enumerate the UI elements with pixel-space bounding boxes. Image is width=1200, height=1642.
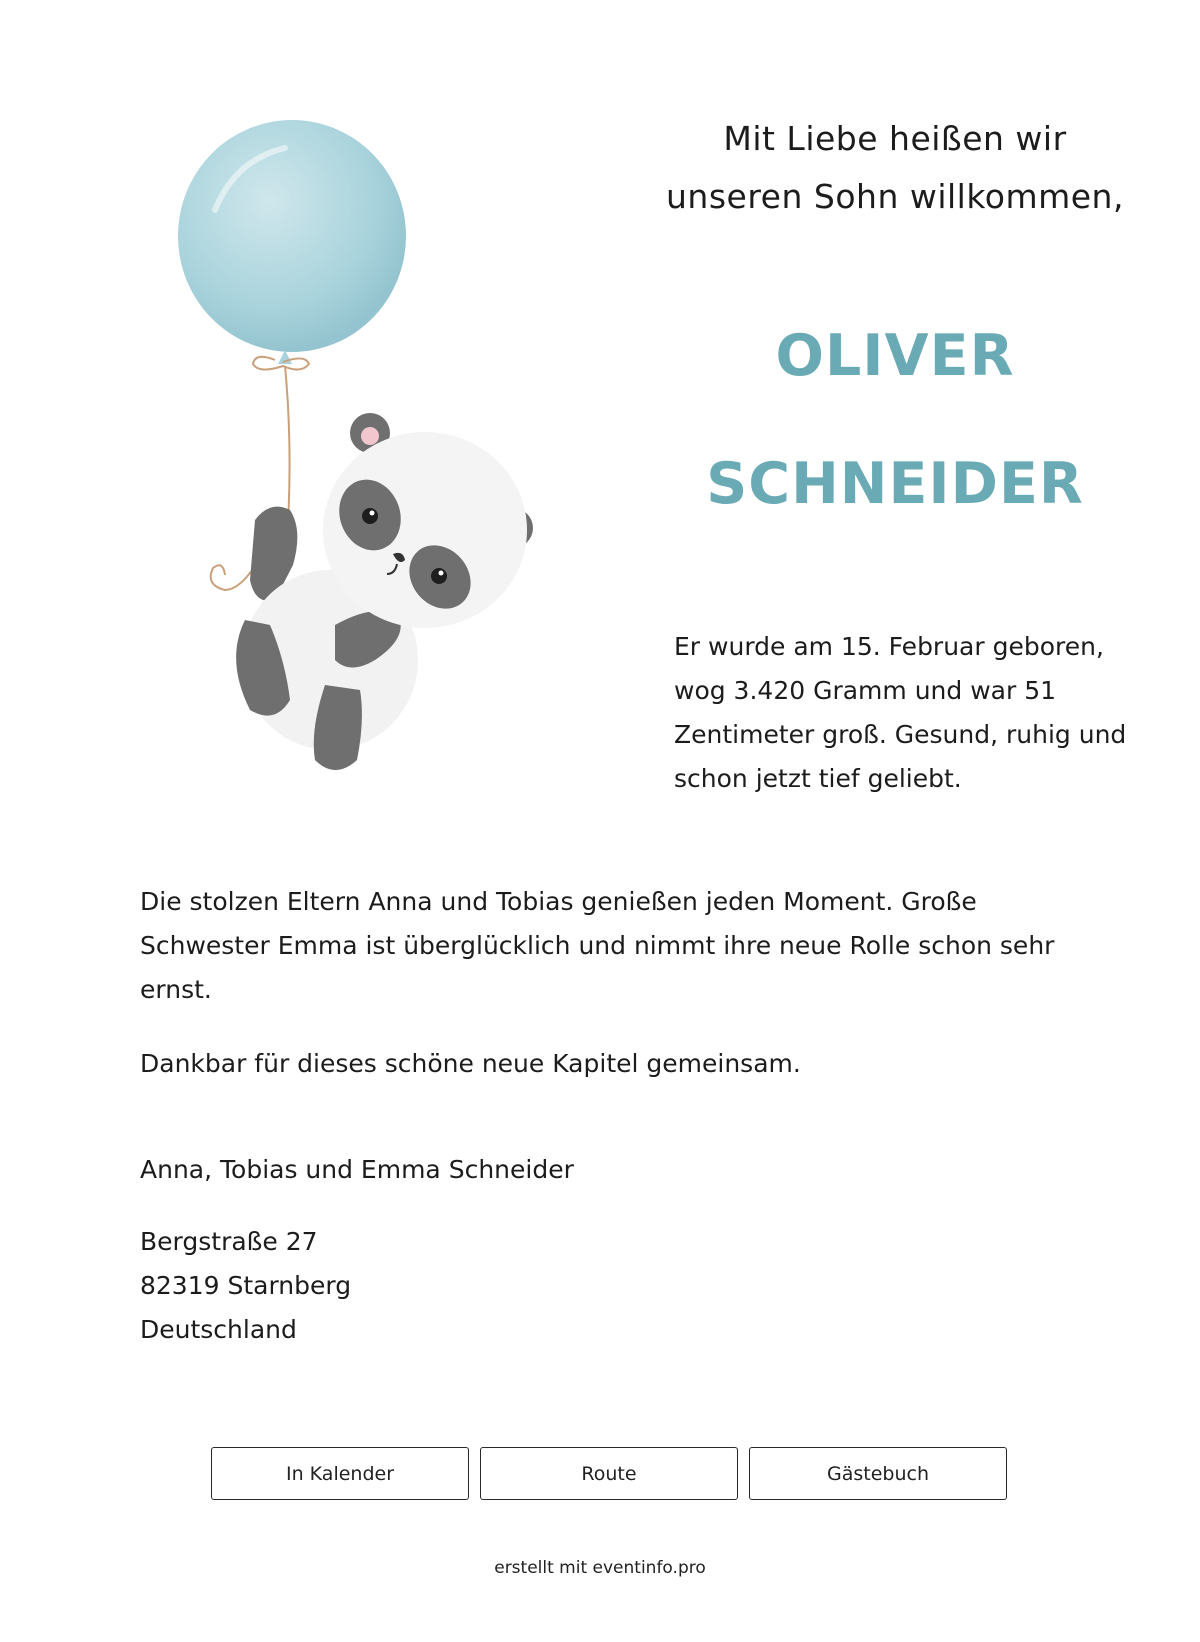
balloon-icon [178,120,406,370]
baby-name [660,284,1130,540]
greeting-text [660,110,1130,226]
birth-details: Er wurde am 15. Februar geboren, wog 3.420 Gramm und war 51 Zentimeter groß. Gesund, ruhig und schon jetzt tief geliebt. [674,632,1127,793]
address-country: Deutschland [140,1315,297,1344]
route-button[interactable]: Route [480,1447,738,1500]
message-section [140,880,1080,1352]
parents-message: Die stolzen Eltern Anna und Tobias genießen jeden Moment. Große Schwester Emma ist überglücklich und nimmt ihre neue Rolle schon sehr ernst. [140,887,1055,1004]
add-to-calendar-button[interactable]: In Kalender [211,1447,469,1500]
hero-section [660,110,1130,540]
guestbook-button[interactable]: Gästebuch [749,1447,1007,1500]
address-street: Bergstraße 27 [140,1227,318,1256]
baby-first-name: oliver [775,300,1015,395]
address [140,1220,1080,1352]
greeting-line-2: unseren Sohn willkommen, [666,177,1124,216]
signature: Anna, Tobias und Emma Schneider [140,1155,574,1184]
baby-last-name: schneider [706,428,1084,523]
footer-credit[interactable]: erstellt mit eventinfo.pro [494,1558,706,1578]
thanks-message: Dankbar für dieses schöne neue Kapitel gemeinsam. [140,1049,801,1078]
panda-icon [236,413,533,770]
action-buttons [211,1447,1007,1500]
panda-balloon-illustration [175,120,555,810]
greeting-line-1: Mit Liebe heißen wir [723,119,1067,158]
address-city: 82319 Starnberg [140,1271,352,1300]
